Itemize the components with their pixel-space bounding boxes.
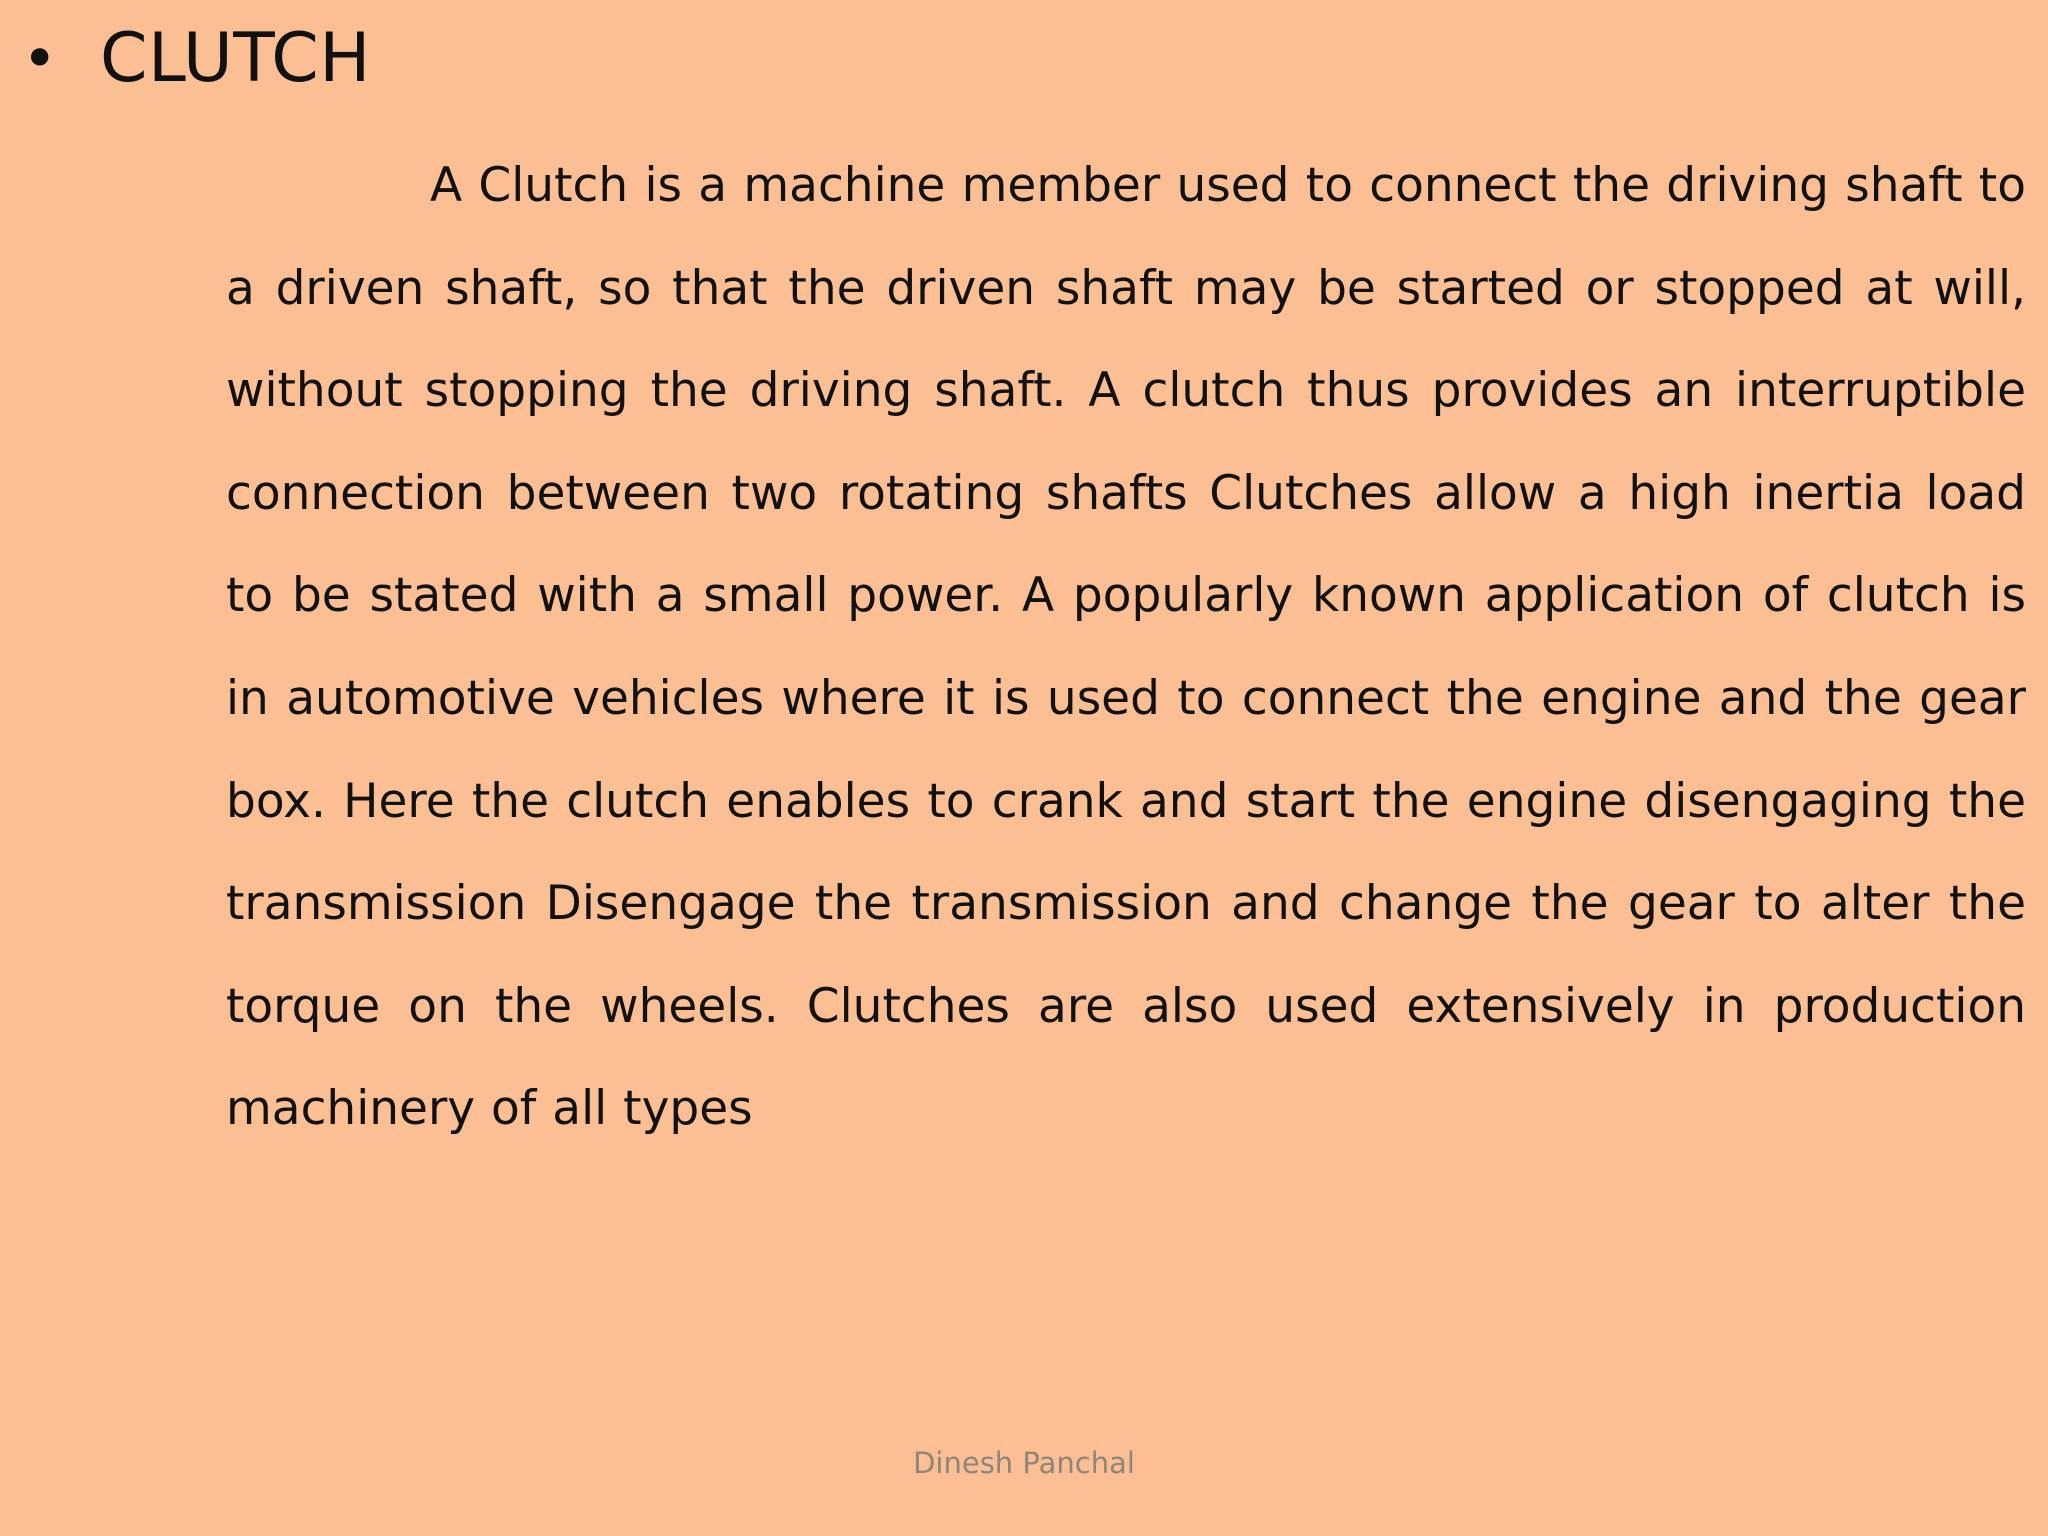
slide-body-text: A Clutch is a machine member used to connect the driving shaft to a driven shaft, so that the driven shaft may be started or stopped at will, without stopping the driving shaft. A clutch thus provides an interruptible connection between two rotating shafts Clutches allow a high inertia load to be stated with a small power. A popularly known application of clutch is in automotive vehicles where it is used to connect the engine and the gear box. Here the clutch enables to crank and start the engine disengaging the transmission Disengage the transmission and change the gear to alter the torque on the wheels. Clutches are also used extensively in production machinery of all types	[226, 158, 2026, 1137]
title-row	[22, 18, 371, 100]
bullet-icon: •	[22, 24, 58, 94]
slide-title: CLUTCH	[100, 19, 371, 98]
slide-footer: Dinesh Panchal	[913, 1446, 1135, 1480]
